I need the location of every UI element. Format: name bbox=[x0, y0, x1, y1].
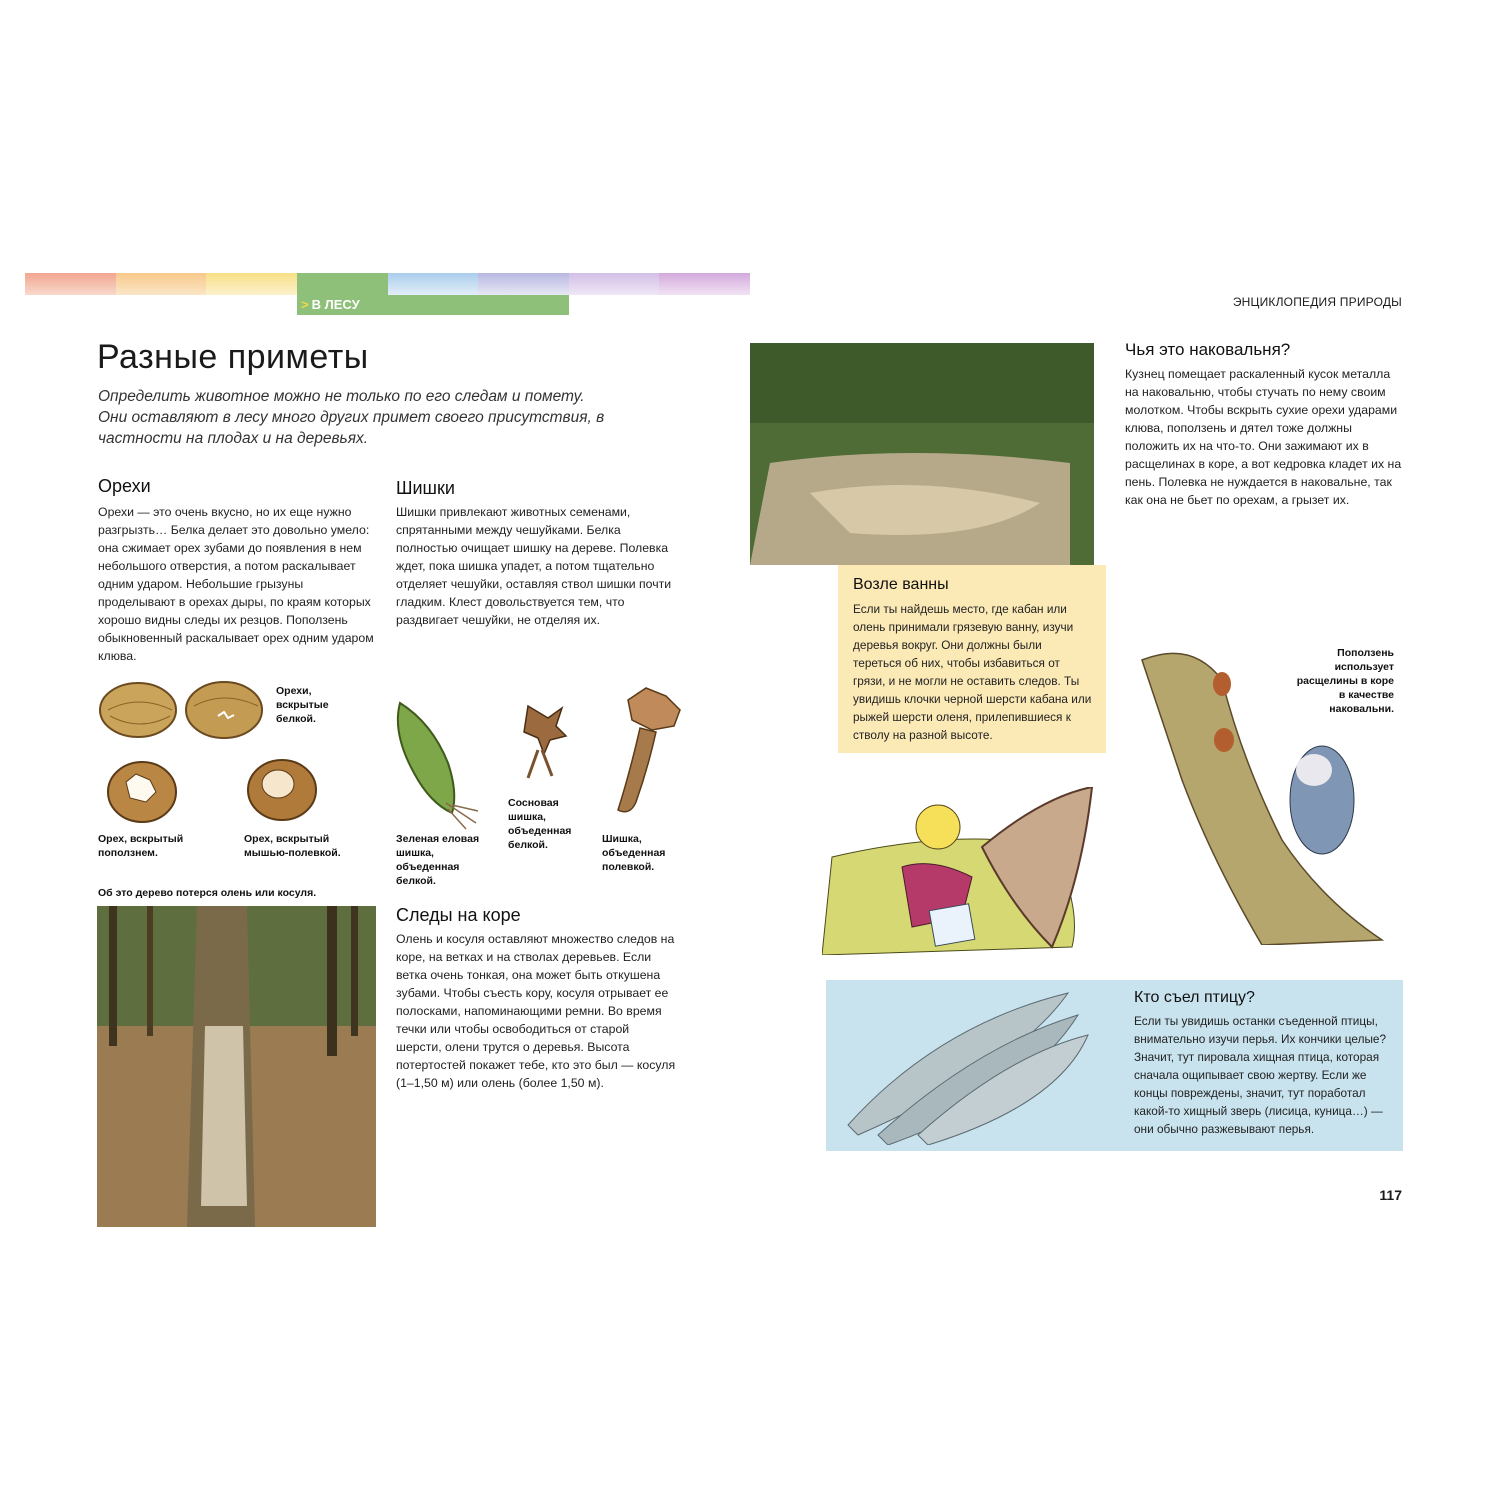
anvil-text: Кузнец помещает раскаленный кусок металла на наковальню, чтобы стучать по нему своим молотком. Чтобы вскрыть сухие орехи ударами клюва, поползень и дятел тоже должны положить их на что-то. Они зажимают их в расщелинах в коре, а вот кедровка кладет их на пень. Полевка не нуждается в наковальне, так как она не бьет по орехам, а грызет их. bbox=[1125, 367, 1402, 507]
cap-nut-nuthatch: Орех, вскрытый поползнем. bbox=[98, 833, 184, 859]
pine-cone-illustration bbox=[508, 696, 578, 788]
cap-pine-cone: Сосновая шишка, объеденная белкой. bbox=[508, 797, 572, 851]
bath-text: Если ты найдешь место, где кабан или олень принимали грязевую ванну, изучи деревья вокруг. Они должны были тереться об них, чтобы избавиться от грязи, и не могли не оставить следов. Ты увидишь клочки черной шерсти кабана или рыжей шерсти оленя, прилепившиеся к стволу на разной высоте. bbox=[853, 602, 1092, 742]
feathers-illustration bbox=[838, 985, 1098, 1145]
anvil-heading: Чья это наковальня? bbox=[1125, 340, 1291, 359]
spruce-cone-illustration bbox=[382, 693, 492, 833]
page-number: 117 bbox=[1379, 1187, 1402, 1203]
bird-text: Если ты увидишь останки съеденной птицы, внимательно изучи перья. Их кончики целые? Значит, тут пировала хищная птица, которая сначала ощипывает свою жертву. Если же концы повреждены, значит, тут поработал какой-то хищный зверь (лисица, куница…) — они обычно разжевывают перья. bbox=[1134, 1014, 1387, 1136]
section-tab[interactable] bbox=[297, 295, 569, 315]
strip-segment bbox=[659, 273, 750, 295]
nuts-text: Орехи — это очень вкусно, но их еще нужно разгрызть… Белка делает это довольно умело: она сжимает орех зубами до появления в нем небольшого отверстия, а потом раскалывает одним ударом. Небольшие грызуны проделывают в орехах дыры, по краям которых хорошо видны следы их резцов. Поползень обыкновенный раскалывает орех одним ударом клюва. bbox=[98, 505, 374, 663]
strip-segment bbox=[569, 273, 660, 295]
strip-segment bbox=[116, 273, 207, 295]
cones-heading: Шишки bbox=[396, 478, 455, 498]
cap-nuthatch-anvil: Поползень использует расщелины в коре в качестве наковальни. bbox=[1296, 647, 1394, 715]
bark-text: Олень и косуля оставляют множество следов на коре, на ветках и на стволах деревьев. Если ветка очень тонкая, она может быть откушена зубами. Чтобы съесть кору, косуля отрывает ее полосками, напоминающими ремни. Во время течки или чтобы освободиться от старой шерсти, олени трутся о деревья. Высота потертостей покажет тебе, кто это был — косуля (1–1,50 м) или олень (более 1,50 м). bbox=[396, 932, 676, 1090]
page-title: Разные приметы bbox=[97, 338, 369, 376]
chevron-right-icon: > bbox=[301, 297, 309, 312]
cap-nut-vole: Орех, вскрытый мышью-полевкой. bbox=[244, 833, 341, 859]
cap-vole-cone: Шишка, объеденная полевкой. bbox=[602, 833, 666, 873]
bath-heading: Возле ванны bbox=[853, 576, 949, 593]
strip-segment bbox=[478, 273, 569, 295]
strip-segment bbox=[388, 273, 479, 295]
mud-bath-photo bbox=[750, 343, 1094, 565]
section-label: В ЛЕСУ bbox=[311, 297, 360, 312]
vole-opened-nut-illustration bbox=[244, 754, 324, 822]
vole-eaten-cone-illustration bbox=[600, 682, 700, 822]
bird-heading: Кто съел птицу? bbox=[1134, 989, 1255, 1006]
cones-text: Шишки привлекают животных семенами, спрятанными между чешуйками. Белка полностью очищает шишку на дереве. Полевка ждет, пока шишка упадет, а потом тщательно отделяет чешуйки, оставляя ствол шишки почти гладким. Клест довольствуется тем, что раздвигает чешуйки, не отделяя их. bbox=[396, 505, 672, 627]
book-title: ЭНЦИКЛОПЕДИЯ ПРИРОДЫ bbox=[1232, 295, 1402, 309]
strip-segment bbox=[297, 273, 388, 295]
strip-segment bbox=[25, 273, 116, 295]
girl-with-magnifier-illustration bbox=[822, 787, 1107, 955]
bark-heading: Следы на коре bbox=[396, 905, 521, 925]
rubbed-tree-photo bbox=[97, 906, 376, 1227]
cap-nuts-squirrel: Орехи, вскрытые белкой. bbox=[276, 685, 329, 725]
lead-paragraph: Определить животное можно не только по его следам и помету. Они оставляют в лесу много других примет своего присутствия, в частности на плодах и на деревьях. bbox=[98, 388, 605, 447]
squirrel-opened-nuts-illustration bbox=[98, 676, 273, 744]
tree-photo-caption: Об это дерево потерся олень или косуля. bbox=[98, 887, 317, 899]
nuthatch-opened-nut-illustration bbox=[104, 758, 184, 824]
cap-spruce-cone: Зеленая еловая шишка, объеденная белкой. bbox=[396, 833, 480, 887]
section-color-strip bbox=[25, 273, 750, 295]
strip-segment bbox=[206, 273, 297, 295]
nuts-heading: Орехи bbox=[98, 476, 151, 496]
